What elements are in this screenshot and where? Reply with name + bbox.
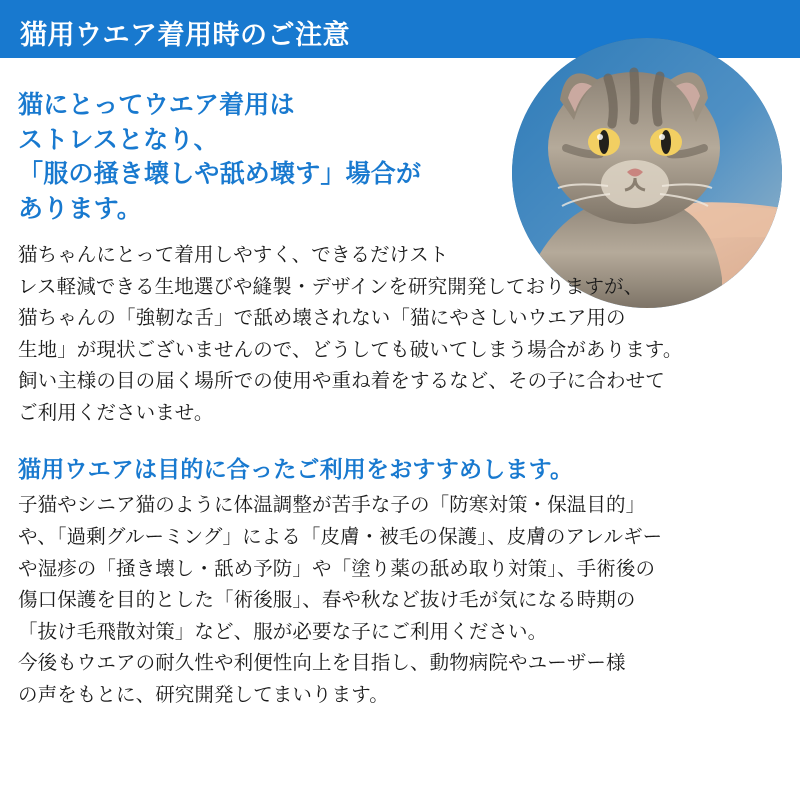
paragraph-line: 「抜け毛飛散対策」など、服が必要な子にご利用ください。 <box>18 620 548 643</box>
paragraph-line: 猫ちゃんの「強靭な舌」で舐め壊されない「猫にやさしいウエア用の <box>18 307 626 330</box>
paragraph-line: 飼い主様の目の届く場所での使用や重ね着をするなど、その子に合わせて <box>18 370 665 393</box>
paragraph-first <box>18 240 782 429</box>
paragraph-line: 子猫やシニア猫のように体温調整が苦手な子の「防寒対策・保温目的」 <box>18 494 646 517</box>
section-subheading: 猫用ウエアは目的に合ったご利用をおすすめします。 <box>18 456 574 483</box>
paragraph-line: の声をもとに、研究開発してまいります。 <box>18 683 389 706</box>
notice-content <box>18 88 782 712</box>
paragraph-line: ご利用くださいませ。 <box>18 401 214 424</box>
lead-line: あります。 <box>18 194 143 223</box>
paragraph-line: 今後もウエアの耐久性や利便性向上を目指し、動物病院やユーザー様 <box>18 652 626 675</box>
paragraph-line: レス軽減できる生地選びや縫製・デザインを研究開発しておりますが、 <box>18 275 644 298</box>
paragraph-second <box>18 490 782 711</box>
paragraph-line: や、「過剰グルーミング」による「皮膚・被毛の保護」、皮膚のアレルギー <box>18 526 663 549</box>
paragraph-line: 傷口保護を目的とした「術後服」、春や秋など抜け毛が気になる時期の <box>18 589 636 612</box>
paragraph-line: 猫ちゃんにとって着用しやすく、できるだけスト <box>18 244 449 266</box>
paragraph-line: 生地」が現状ございませんので、どうしても破いてしまう場合があります。 <box>18 338 683 361</box>
lead-line: 「服の掻き壊しや舐め壊す」場合が <box>18 160 422 188</box>
paragraph-line: や湿疹の「掻き壊し・舐め予防」や「塗り薬の舐め取り対策」、手術後の <box>18 557 656 580</box>
lead-line: 猫にとってウエア着用は <box>18 91 295 119</box>
page-title: 猫用ウエア着用時のご注意 <box>20 20 350 50</box>
lead-line: ストレスとなり、 <box>18 125 219 154</box>
lead-heading <box>18 88 518 226</box>
